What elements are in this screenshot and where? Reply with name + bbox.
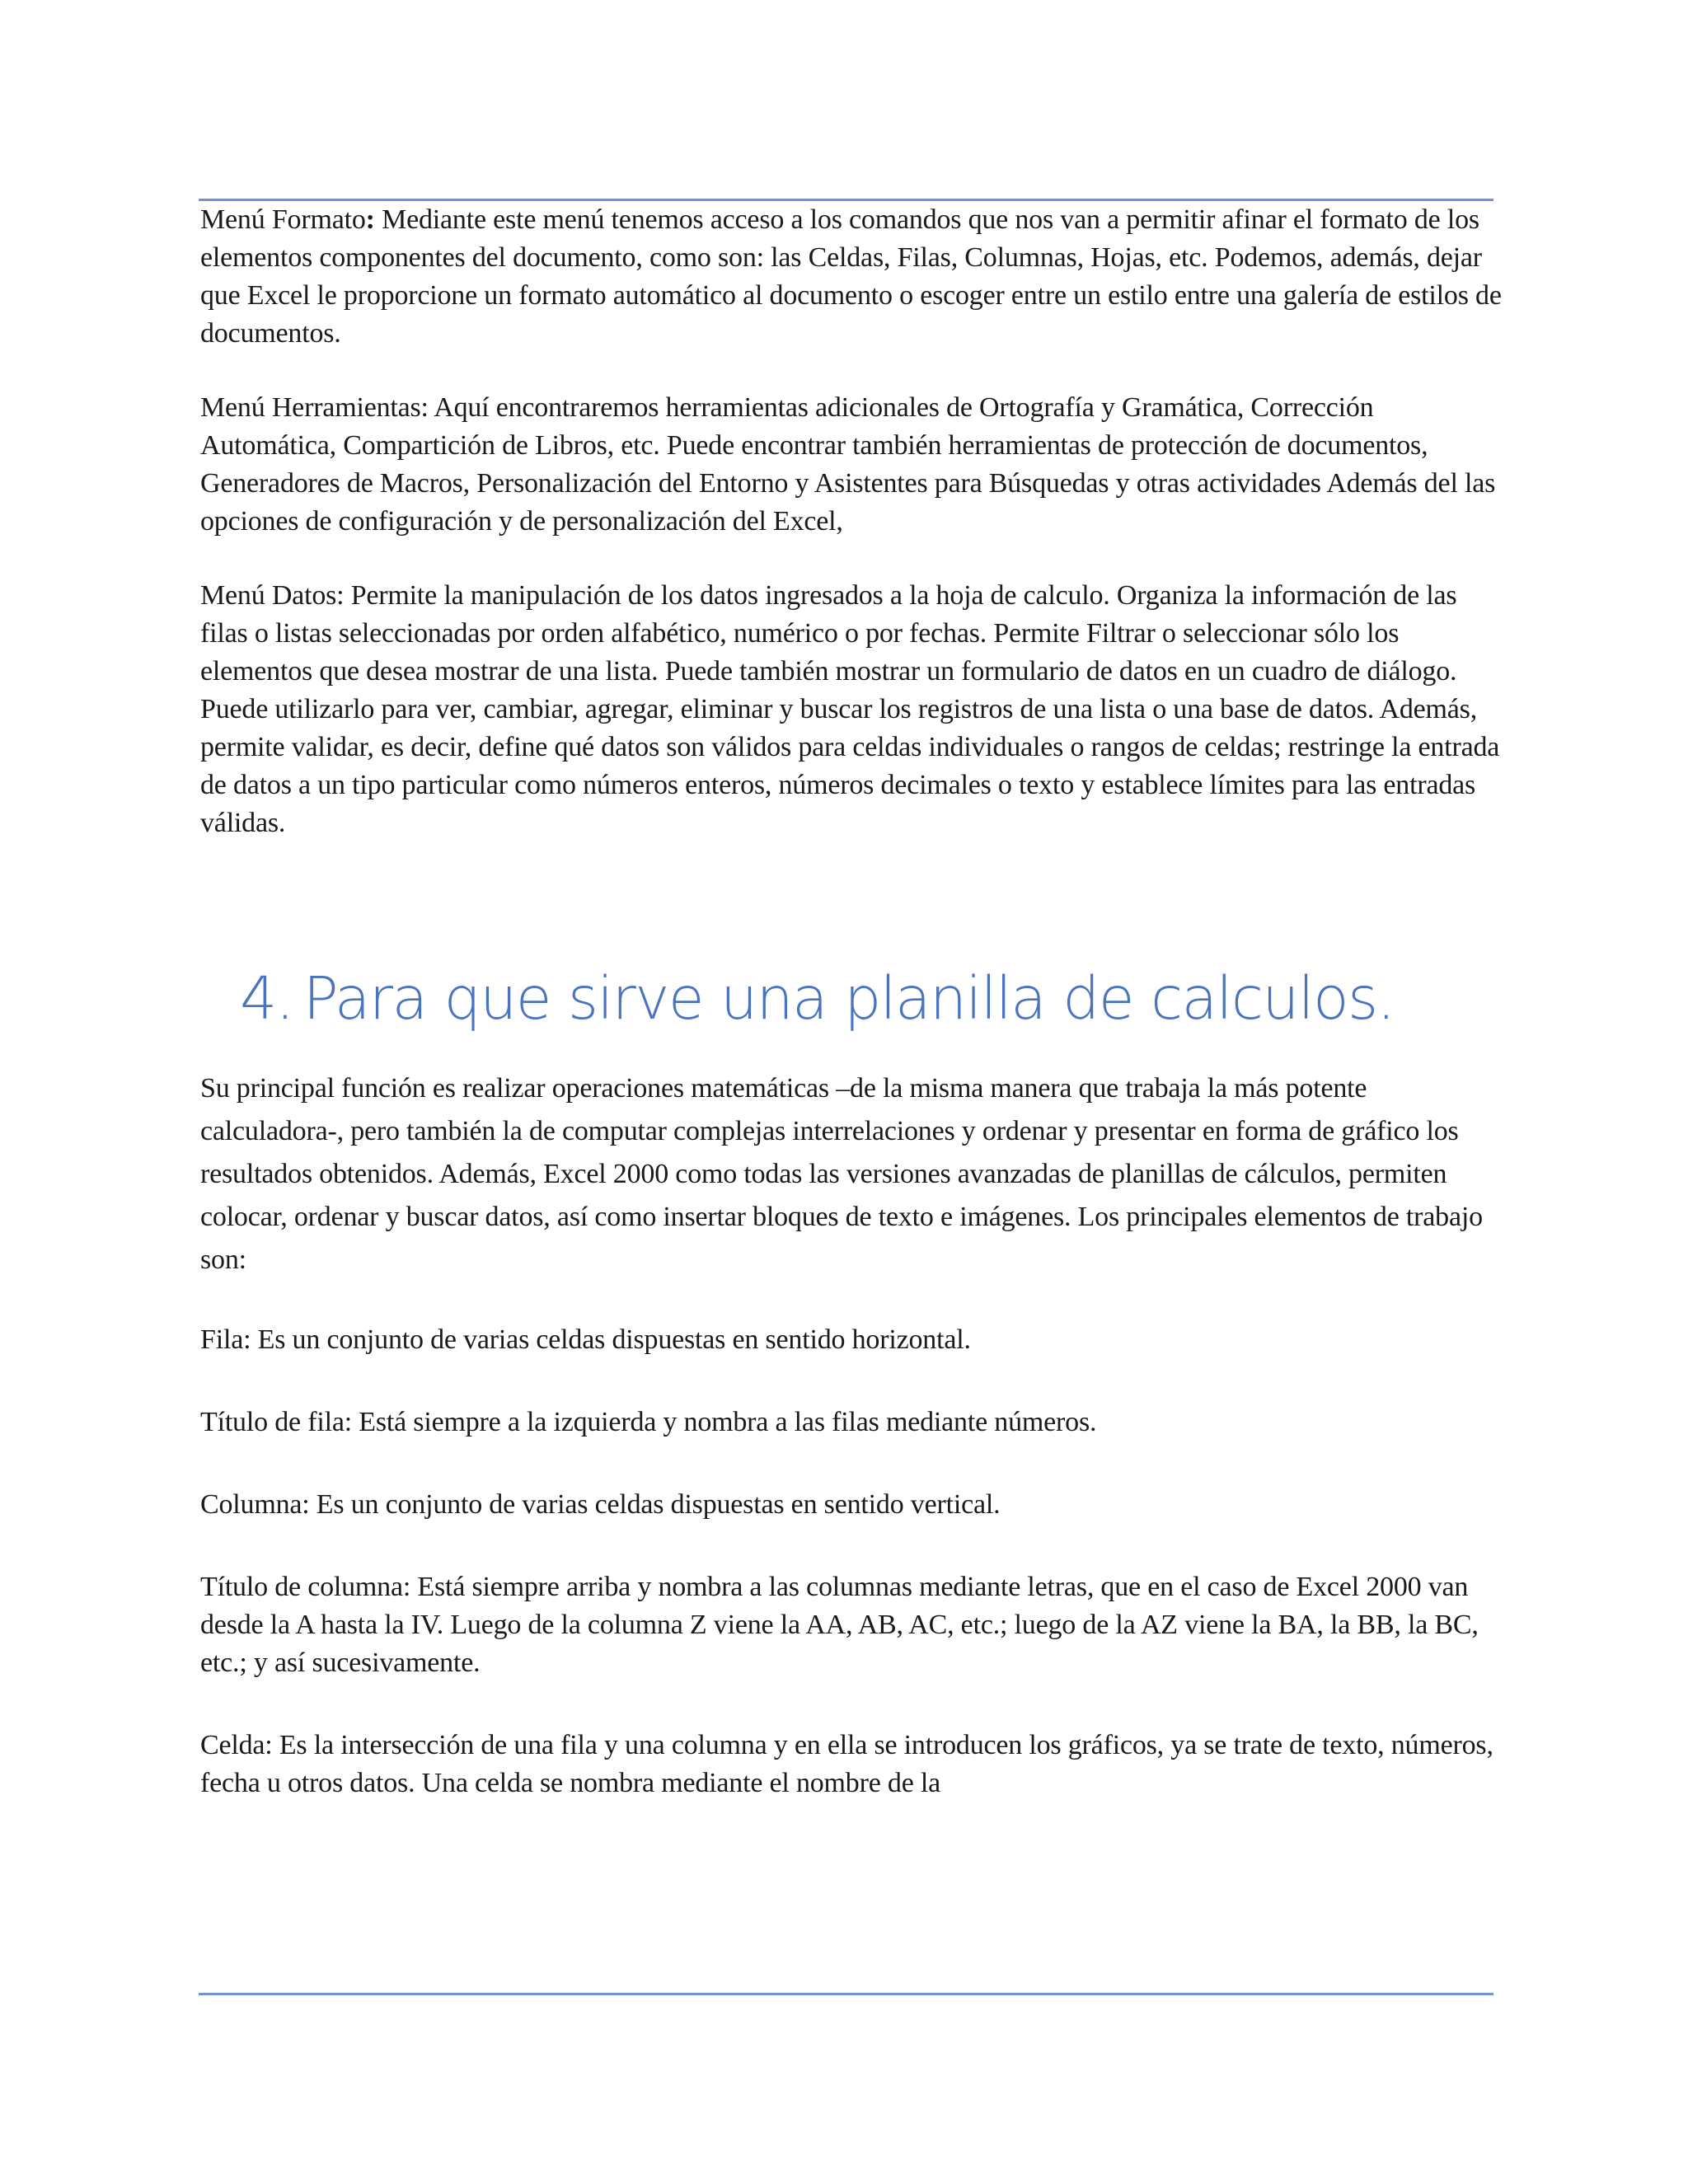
menu-formato-text: Mediante este menú tenemos acceso a los comandos que nos van a permitir afinar el formato de los elementos componentes del documento, como son: las Celdas, Filas, Columnas, Hojas, etc. Podemos, además, dejar que Excel le proporcione un formato automático al documento o escoger entre un estilo entre una galería de estilos de documentos. — [200, 204, 1502, 349]
menu-formato-colon: : — [365, 204, 375, 235]
menu-descriptions — [200, 201, 1503, 842]
menu-formato-label: Menú Formato — [200, 204, 366, 235]
paragraph-menu-datos: Menú Datos: Permite la manipulación de los datos ingresados a la hoja de calculo. Organiza la información de las filas o listas seleccionadas por orden alfabético, numérico o por fechas. Permite Filtrar o seleccionar sólo los elementos que desea mostrar de una lista. Puede también mostrar un formulario de datos en un cuadro de diálogo. Puede utilizarlo para ver, cambiar, agregar, eliminar y buscar los registros de una lista o una base de datos. Además, permite validar, es decir, define qué datos son válidos para celdas individuales o rangos de celdas; restringe la entrada de datos a un tipo particular como números enteros, números decimales o texto y establece límites para las entradas válidas. — [200, 580, 1500, 838]
paragraph-intro: Su principal función es realizar operaciones matemáticas –de la misma manera que trabaja la más potente calculadora-, pero también la de computar complejas interrelaciones y ordenar y presentar en forma de gráfico los resultados obtenidos. Además, Excel 2000 como todas las versiones avanzadas de planillas de cálculos, permiten colocar, ordenar y buscar datos, así como insertar bloques de texto e imágenes. Los principales elementos de trabajo son: — [200, 1073, 1483, 1275]
heading-title: Para que sirve una planilla de calculos. — [302, 964, 1395, 1033]
footer-rule — [199, 1993, 1493, 1995]
paragraph-fila: Fila: Es un conjunto de varias celdas dispuestas en sentido horizontal. — [200, 1324, 971, 1355]
section-heading — [240, 962, 1503, 1036]
paragraph-titulo-columna: Título de columna: Está siempre arriba y nombra a las columnas mediante letras, que en el caso de Excel 2000 van desde la A hasta la IV. Luego de la columna Z viene la AA, AB, AC, etc.; luego de la AZ viene la BA, la BB, la BC, etc.; y así sucesivamente. — [200, 1572, 1479, 1678]
page-body — [200, 201, 1503, 1847]
section-body — [200, 1067, 1503, 1802]
paragraph-columna: Columna: Es un conjunto de varias celdas dispuestas en sentido vertical. — [200, 1489, 1001, 1520]
paragraph-menu-herramientas: Menú Herramientas: Aquí encontraremos herramientas adicionales de Ortografía y Gramática, Corrección Automática, Compartición de Libros, etc. Puede encontrar también herramientas de protección de documentos, Generadores de Macros, Personalización del Entorno y Asistentes para Búsquedas y otras actividades Además del las opciones de configuración y de personalización del Excel, — [200, 392, 1496, 537]
paragraph-menu-formato — [200, 201, 1503, 353]
paragraph-celda: Celda: Es la intersección de una fila y una columna y en ella se introducen los gráficos, ya se trate de texto, números, fecha u otros datos. Una celda se nombra mediante el nombre de la — [200, 1730, 1493, 1798]
paragraph-titulo-fila: Título de fila: Está siempre a la izquierda y nombra a las filas mediante números. — [200, 1407, 1097, 1437]
heading-number: 4. — [240, 964, 293, 1033]
